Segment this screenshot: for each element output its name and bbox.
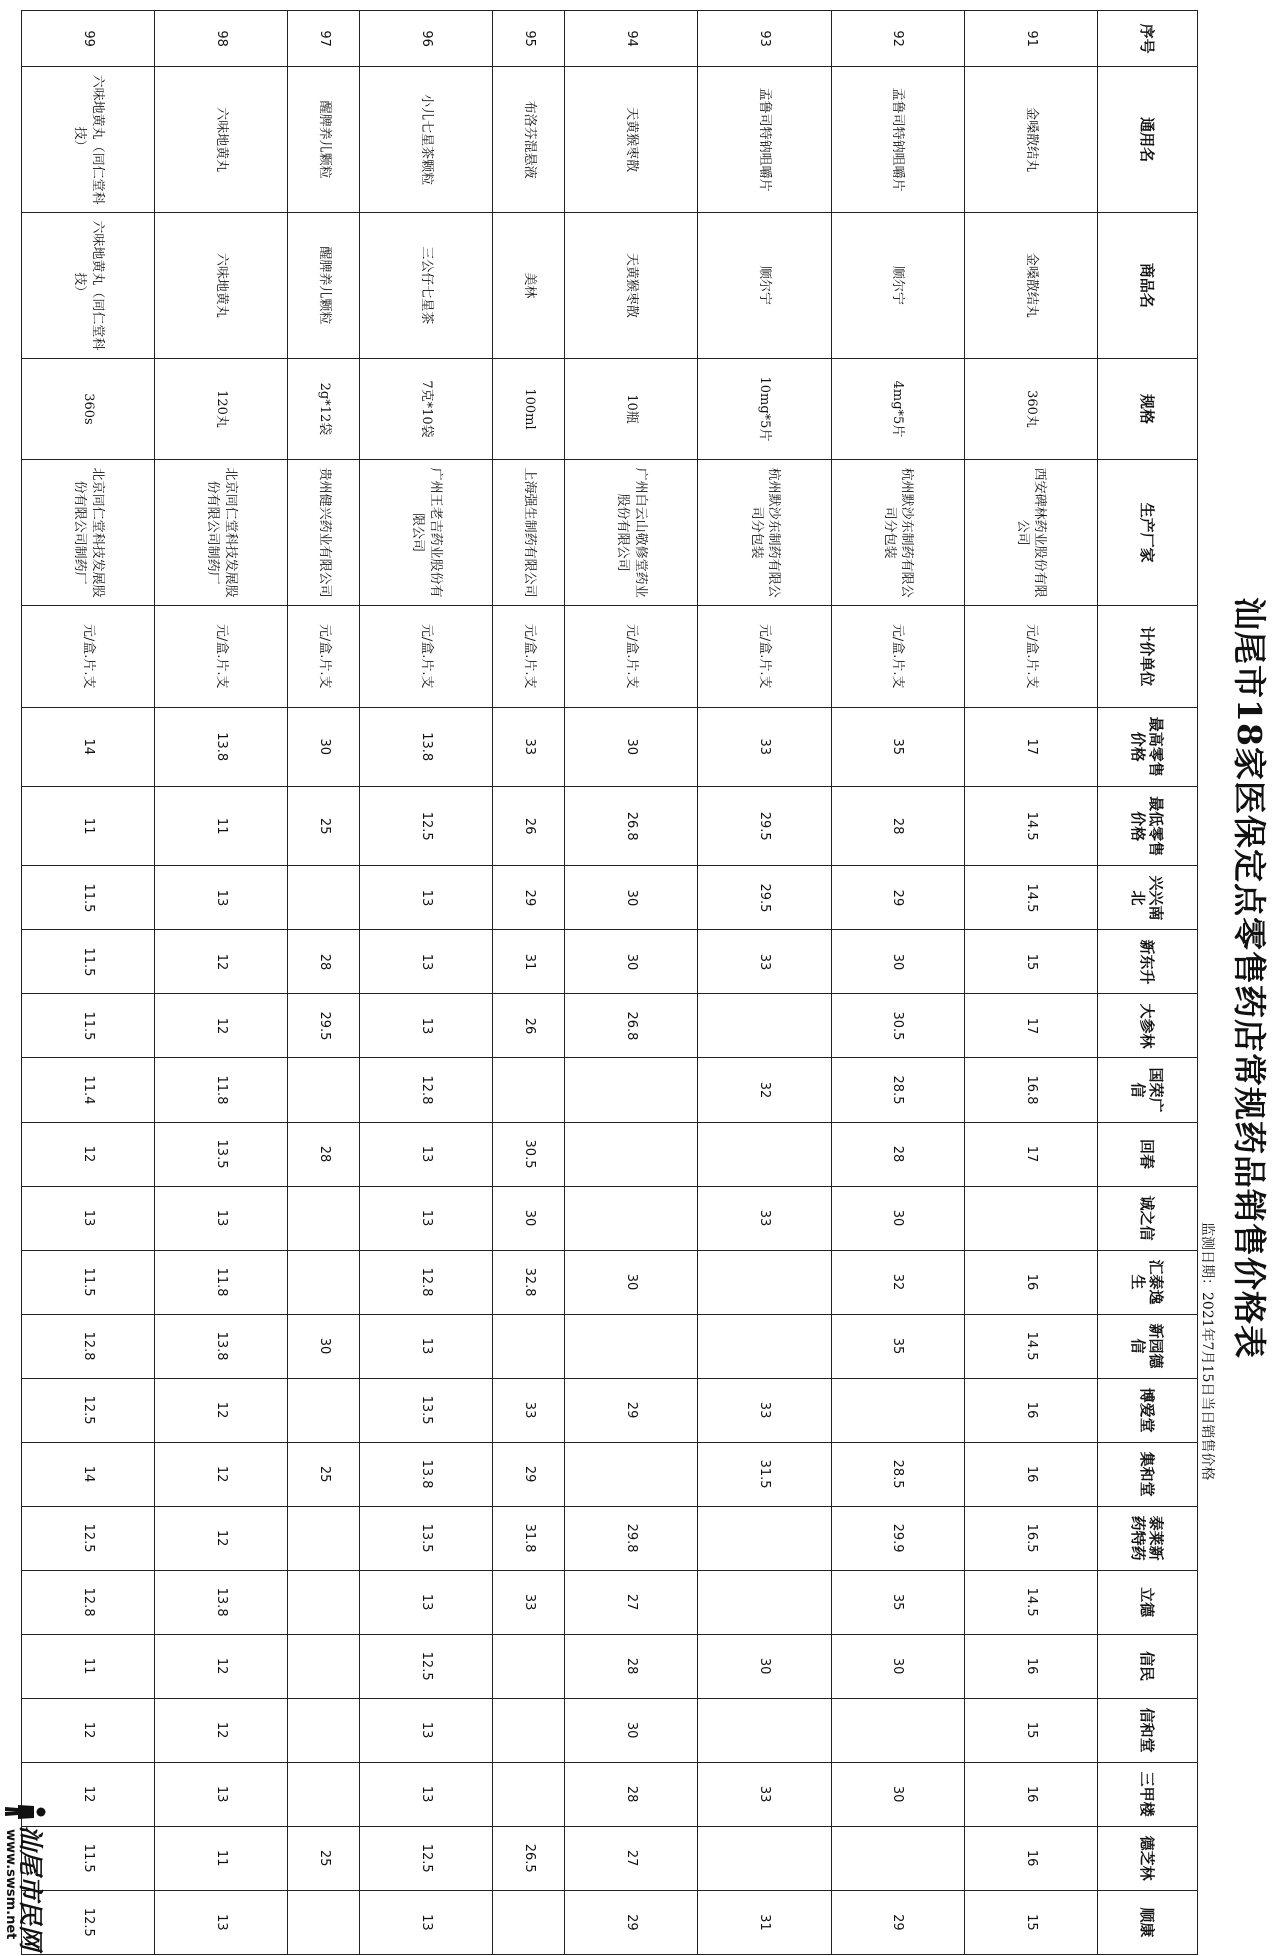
table-cell: 30 xyxy=(565,707,698,786)
table-cell: 30.5 xyxy=(493,1122,565,1186)
table-cell: 13 xyxy=(360,1890,493,1954)
column-header: 汇泰逸生 xyxy=(1098,1250,1198,1314)
table-cell: 11.8 xyxy=(155,1058,288,1122)
table-cell: 顺尔宁 xyxy=(698,213,831,359)
table-cell: 33 xyxy=(493,1378,565,1442)
table-cell: 北京同仁堂科技发展股份有限公司制药厂 xyxy=(155,460,288,606)
table-cell: 14.5 xyxy=(964,1314,1097,1378)
table-cell: 16 xyxy=(964,1378,1097,1442)
table-cell xyxy=(288,1634,360,1698)
column-header: 新东升 xyxy=(1098,930,1198,994)
table-cell: 北京同仁堂科技发展股份有限公司制药厂 xyxy=(22,460,155,606)
table-cell: 13.5 xyxy=(360,1378,493,1442)
table-cell: 30 xyxy=(698,1634,831,1698)
table-cell: 上海强生制药有限公司 xyxy=(493,460,565,606)
table-cell: 33 xyxy=(493,1570,565,1634)
table-cell xyxy=(288,1890,360,1954)
table-cell: 12.5 xyxy=(360,1634,493,1698)
table-cell: 13 xyxy=(360,930,493,994)
table-cell: 94 xyxy=(565,11,698,67)
table-cell: 醒脾养儿颗粒 xyxy=(288,213,360,359)
table-cell: 10mg*5片 xyxy=(698,358,831,460)
table-cell: 13.8 xyxy=(360,1442,493,1506)
table-cell xyxy=(698,994,831,1058)
table-cell: 13 xyxy=(155,866,288,930)
table-cell: 布洛芬混悬液 xyxy=(493,67,565,213)
table-cell: 六味地黄丸（同仁堂科技） xyxy=(22,67,155,213)
table-cell xyxy=(288,866,360,930)
table-cell: 11 xyxy=(22,1634,155,1698)
table-cell xyxy=(493,1698,565,1762)
table-cell: 30 xyxy=(288,1314,360,1378)
table-cell: 29 xyxy=(831,866,964,930)
table-cell: 100ml xyxy=(493,358,565,460)
table-cell: 六味地黄丸 xyxy=(155,67,288,213)
table-cell xyxy=(565,1442,698,1506)
table-cell: 30 xyxy=(831,1762,964,1826)
table-cell: 27 xyxy=(565,1826,698,1890)
table-cell xyxy=(698,1314,831,1378)
table-cell: 10瓶 xyxy=(565,358,698,460)
table-cell: 11.4 xyxy=(22,1058,155,1122)
table-cell: 91 xyxy=(964,11,1097,67)
table-cell: 孟鲁司特钠咀嚼片 xyxy=(831,67,964,213)
table-cell: 30 xyxy=(565,866,698,930)
table-cell: 29.8 xyxy=(565,1506,698,1570)
table-cell: 14 xyxy=(22,1442,155,1506)
table-cell: 7克*10袋 xyxy=(360,358,493,460)
table-cell xyxy=(288,1378,360,1442)
table-cell: 13 xyxy=(155,1762,288,1826)
table-cell: 95 xyxy=(493,11,565,67)
table-cell: 16 xyxy=(964,1826,1097,1890)
table-cell: 30.5 xyxy=(831,994,964,1058)
table-cell: 29.5 xyxy=(288,994,360,1058)
table-cell: 醒脾养儿颗粒 xyxy=(288,67,360,213)
table-cell xyxy=(288,1186,360,1250)
table-cell xyxy=(493,1314,565,1378)
table-cell: 28.5 xyxy=(831,1058,964,1122)
table-cell: 12.8 xyxy=(22,1314,155,1378)
table-cell: 16 xyxy=(964,1634,1097,1698)
table-cell: 2g*12袋 xyxy=(288,358,360,460)
column-header: 生产厂家 xyxy=(1098,460,1198,606)
table-cell xyxy=(288,1762,360,1826)
table-cell: 31.8 xyxy=(493,1506,565,1570)
table-cell: 杭州默沙东制药有限公司分包装 xyxy=(831,460,964,606)
monitor-date: 监测日期：2021年7月15日当日销售价格 xyxy=(1199,1222,1215,1481)
table-cell: 120丸 xyxy=(155,358,288,460)
table-cell: 12.8 xyxy=(360,1250,493,1314)
table-body xyxy=(22,11,1098,1955)
table-cell: 14.5 xyxy=(964,1570,1097,1634)
table-cell xyxy=(565,1314,698,1378)
watermark-brand: 汕尾市民网 xyxy=(16,1825,45,1951)
table-row xyxy=(698,11,831,1955)
table-cell: 三公仔七星茶 xyxy=(360,213,493,359)
table-cell: 13 xyxy=(360,994,493,1058)
table-cell: 26.5 xyxy=(493,1826,565,1890)
table-cell: 35 xyxy=(831,1314,964,1378)
table-cell xyxy=(288,1058,360,1122)
table-cell: 13 xyxy=(155,1890,288,1954)
table-cell: 11.5 xyxy=(22,930,155,994)
column-header: 博爱堂 xyxy=(1098,1378,1198,1442)
table-cell xyxy=(288,1250,360,1314)
table-cell: 12 xyxy=(22,1122,155,1186)
column-header: 国荣广信 xyxy=(1098,1058,1198,1122)
table-cell: 12.5 xyxy=(360,1826,493,1890)
table-cell xyxy=(831,1698,964,1762)
watermark-url: www.swsm.net xyxy=(3,1829,18,1940)
table-cell: 元/盒.片.支 xyxy=(831,605,964,707)
table-cell: 96 xyxy=(360,11,493,67)
table-cell: 13.8 xyxy=(155,1570,288,1634)
table-cell: 26 xyxy=(493,786,565,865)
table-row xyxy=(288,11,360,1955)
table-cell: 12 xyxy=(155,1634,288,1698)
table-row xyxy=(22,11,155,1955)
column-header: 最低零售价格 xyxy=(1098,786,1198,865)
table-cell: 西安碑林药业股份有限公司 xyxy=(964,460,1097,606)
table-cell: 12.8 xyxy=(360,1058,493,1122)
column-header: 德芝林 xyxy=(1098,1826,1198,1890)
table-cell: 13 xyxy=(155,1186,288,1250)
table-cell: 26 xyxy=(493,994,565,1058)
table-cell: 31 xyxy=(698,1890,831,1954)
column-header: 集和堂 xyxy=(1098,1442,1198,1506)
table-cell: 13.8 xyxy=(360,707,493,786)
table-cell: 29 xyxy=(493,866,565,930)
table-row xyxy=(493,11,565,1955)
table-cell xyxy=(288,1506,360,1570)
table-cell: 25 xyxy=(288,1442,360,1506)
column-header: 通用名 xyxy=(1098,67,1198,213)
table-row xyxy=(831,11,964,1955)
table-cell: 29 xyxy=(565,1378,698,1442)
table-cell: 16.5 xyxy=(964,1506,1097,1570)
table-cell: 15 xyxy=(964,930,1097,994)
table-row xyxy=(565,11,698,1955)
table-cell: 13 xyxy=(22,1186,155,1250)
table-cell xyxy=(565,1122,698,1186)
table-cell: 33 xyxy=(698,1378,831,1442)
table-cell xyxy=(493,1762,565,1826)
table-cell: 美林 xyxy=(493,213,565,359)
column-header: 计价单位 xyxy=(1098,605,1198,707)
table-cell: 28 xyxy=(565,1762,698,1826)
column-header: 兴兴南北 xyxy=(1098,866,1198,930)
table-cell: 93 xyxy=(698,11,831,67)
table-cell: 元/盒.片.支 xyxy=(155,605,288,707)
table-cell: 金嗓散结丸 xyxy=(964,213,1097,359)
table-cell: 33 xyxy=(698,1186,831,1250)
table-cell xyxy=(698,1506,831,1570)
table-cell: 广州白云山敬修堂药业股份有限公司 xyxy=(565,460,698,606)
column-header: 回春 xyxy=(1098,1122,1198,1186)
table-cell: 26.8 xyxy=(565,786,698,865)
table-cell: 31.5 xyxy=(698,1442,831,1506)
table-cell: 16 xyxy=(964,1250,1097,1314)
table-cell: 32 xyxy=(831,1250,964,1314)
table-cell: 28 xyxy=(288,1122,360,1186)
table-cell: 六味地黄丸 xyxy=(155,213,288,359)
table-cell: 12 xyxy=(155,1698,288,1762)
table-cell: 30 xyxy=(831,1186,964,1250)
table-cell: 15 xyxy=(964,1698,1097,1762)
table-cell: 16.8 xyxy=(964,1058,1097,1122)
table-cell: 天黄猴枣散 xyxy=(565,213,698,359)
table-cell: 30 xyxy=(493,1186,565,1250)
table-cell: 16 xyxy=(964,1442,1097,1506)
table-cell: 30 xyxy=(565,1698,698,1762)
table-cell: 14.5 xyxy=(964,866,1097,930)
column-header: 泰莱新药特药 xyxy=(1098,1506,1198,1570)
table-cell: 12.5 xyxy=(22,1378,155,1442)
table-cell xyxy=(964,1186,1097,1250)
table-cell: 29.5 xyxy=(698,866,831,930)
table-cell: 11 xyxy=(155,786,288,865)
header-row xyxy=(1098,11,1198,1955)
table-cell: 99 xyxy=(22,11,155,67)
table-cell: 29.5 xyxy=(698,786,831,865)
column-header: 商品名 xyxy=(1098,213,1198,359)
column-header: 大参林 xyxy=(1098,994,1198,1058)
table-cell: 孟鲁司特钠咀嚼片 xyxy=(698,67,831,213)
table-cell: 33 xyxy=(698,1762,831,1826)
table-cell: 17 xyxy=(964,994,1097,1058)
table-cell: 12.5 xyxy=(22,1506,155,1570)
table-cell: 15 xyxy=(964,1890,1097,1954)
table-cell: 顺尔宁 xyxy=(831,213,964,359)
column-header: 信民 xyxy=(1098,1634,1198,1698)
table-cell: 25 xyxy=(288,786,360,865)
table-cell: 13.5 xyxy=(360,1506,493,1570)
table-cell: 11.5 xyxy=(22,1826,155,1890)
table-cell: 13 xyxy=(360,1762,493,1826)
table-cell xyxy=(493,1058,565,1122)
table-cell: 92 xyxy=(831,11,964,67)
table-cell xyxy=(565,1186,698,1250)
table-cell: 27 xyxy=(565,1570,698,1634)
table-cell xyxy=(288,1570,360,1634)
table-cell: 28 xyxy=(288,930,360,994)
table-cell xyxy=(698,1826,831,1890)
table-cell: 28 xyxy=(565,1634,698,1698)
table-cell: 31 xyxy=(493,930,565,994)
table-cell: 13.5 xyxy=(155,1122,288,1186)
table-cell: 12.8 xyxy=(22,1570,155,1634)
table-cell: 33 xyxy=(698,707,831,786)
table-cell: 14.5 xyxy=(964,786,1097,865)
table-cell: 广州王老吉药业股份有限公司 xyxy=(360,460,493,606)
table-cell: 17 xyxy=(964,1122,1097,1186)
table-row xyxy=(155,11,288,1955)
table-cell: 11.5 xyxy=(22,866,155,930)
table-cell: 12.5 xyxy=(360,786,493,865)
table-cell: 25 xyxy=(288,1826,360,1890)
table-cell xyxy=(698,1122,831,1186)
table-cell: 13 xyxy=(360,1122,493,1186)
table-cell: 11 xyxy=(155,1826,288,1890)
table-cell: 29 xyxy=(565,1890,698,1954)
table-cell xyxy=(831,1378,964,1442)
table-cell: 29.9 xyxy=(831,1506,964,1570)
table-row xyxy=(360,11,493,1955)
table-cell: 97 xyxy=(288,11,360,67)
table-cell: 金嗓散结丸 xyxy=(964,67,1097,213)
table-cell: 12 xyxy=(155,930,288,994)
table-cell: 13 xyxy=(360,866,493,930)
column-header: 新园德信 xyxy=(1098,1314,1198,1378)
table-row xyxy=(964,11,1097,1955)
table-cell: 元/盒.片.支 xyxy=(288,605,360,707)
table-cell: 13 xyxy=(360,1186,493,1250)
table-cell: 30 xyxy=(831,930,964,994)
table-cell: 12 xyxy=(155,1442,288,1506)
table-cell: 98 xyxy=(155,11,288,67)
table-cell: 28 xyxy=(831,786,964,865)
page-title: 汕尾市18家医保定点零售药店常规药品销售价格表 xyxy=(1230,597,1269,1359)
table-cell: 小儿七星茶颗粒 xyxy=(360,67,493,213)
table-cell: 元/盒.片.支 xyxy=(360,605,493,707)
table-cell: 30 xyxy=(288,707,360,786)
table-cell: 12 xyxy=(22,1762,155,1826)
table-cell: 29 xyxy=(493,1442,565,1506)
table-cell: 33 xyxy=(698,930,831,994)
table-cell: 11.8 xyxy=(155,1250,288,1314)
table-cell xyxy=(698,1570,831,1634)
table-cell: 17 xyxy=(964,707,1097,786)
watermark xyxy=(0,1795,52,1955)
column-header: 信和堂 xyxy=(1098,1698,1198,1762)
table-cell: 12 xyxy=(155,1506,288,1570)
table-cell: 12 xyxy=(155,994,288,1058)
table-cell: 26.8 xyxy=(565,994,698,1058)
price-table xyxy=(21,10,1198,1955)
table-cell: 元/盒.片.支 xyxy=(964,605,1097,707)
table-cell: 32 xyxy=(698,1058,831,1122)
table-cell: 13 xyxy=(360,1698,493,1762)
table-cell: 元/盒.片.支 xyxy=(22,605,155,707)
table-cell: 元/盒.片.支 xyxy=(493,605,565,707)
table-cell: 杭州默沙东制药有限公司分包装 xyxy=(698,460,831,606)
column-header: 诚之信 xyxy=(1098,1186,1198,1250)
table-cell: 13.8 xyxy=(155,1314,288,1378)
table-cell: 13 xyxy=(360,1570,493,1634)
table-cell: 14 xyxy=(22,707,155,786)
table-cell: 30 xyxy=(565,1250,698,1314)
table-cell xyxy=(698,1250,831,1314)
table-cell: 六味地黄丸（同仁堂科技） xyxy=(22,213,155,359)
table-cell: 35 xyxy=(831,707,964,786)
table-cell xyxy=(288,1698,360,1762)
table-cell: 12 xyxy=(22,1698,155,1762)
table-cell xyxy=(565,1058,698,1122)
table-cell: 30 xyxy=(831,1634,964,1698)
table-cell: 28 xyxy=(831,1122,964,1186)
table-cell xyxy=(831,1826,964,1890)
column-header: 最高零售价格 xyxy=(1098,707,1198,786)
table-cell: 35 xyxy=(831,1570,964,1634)
person-silhouette-icon xyxy=(4,1801,46,1823)
table-cell: 16 xyxy=(964,1762,1097,1826)
table-cell: 32.8 xyxy=(493,1250,565,1314)
column-header: 三甲楼 xyxy=(1098,1762,1198,1826)
table-cell: 11.5 xyxy=(22,1250,155,1314)
table-cell: 13 xyxy=(360,1314,493,1378)
column-header: 立德 xyxy=(1098,1570,1198,1634)
table-cell: 11.5 xyxy=(22,994,155,1058)
table-cell: 360丸 xyxy=(964,358,1097,460)
table-cell: 28.5 xyxy=(831,1442,964,1506)
table-cell: 360s xyxy=(22,358,155,460)
table-cell: 天黄猴枣散 xyxy=(565,67,698,213)
table-cell: 12.5 xyxy=(22,1890,155,1954)
table-cell: 11 xyxy=(22,786,155,865)
table-cell xyxy=(698,1698,831,1762)
table-cell: 元/盒.片.支 xyxy=(698,605,831,707)
table-cell: 13.8 xyxy=(155,707,288,786)
table-cell: 30 xyxy=(565,930,698,994)
column-header: 顺康 xyxy=(1098,1890,1198,1954)
table-cell xyxy=(493,1890,565,1954)
table-cell: 4mg*5片 xyxy=(831,358,964,460)
column-header: 规格 xyxy=(1098,358,1198,460)
table-cell: 29 xyxy=(831,1890,964,1954)
column-header: 序号 xyxy=(1098,11,1198,67)
table-cell: 元/盒.片.支 xyxy=(565,605,698,707)
table-cell: 贵州健兴药业有限公司 xyxy=(288,460,360,606)
table-cell: 33 xyxy=(493,707,565,786)
table-cell xyxy=(493,1634,565,1698)
table-cell: 12 xyxy=(155,1378,288,1442)
